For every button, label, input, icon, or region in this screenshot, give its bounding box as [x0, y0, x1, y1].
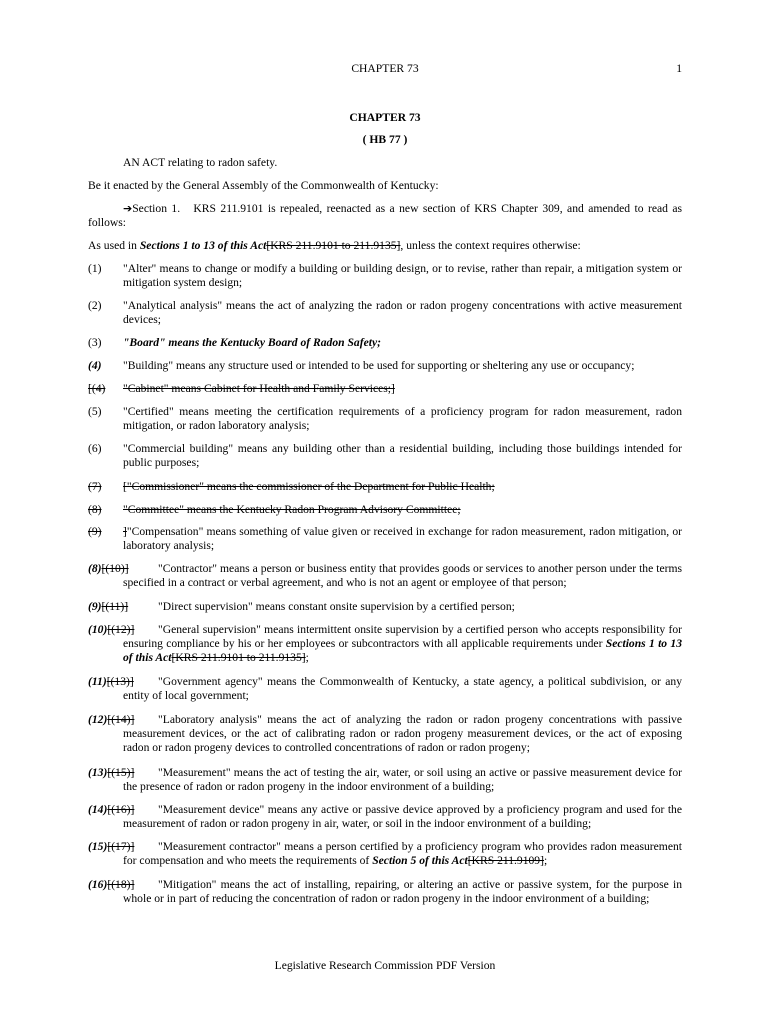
item-text: ["Commissioner" means the commissioner of the Department for Public Health;: [123, 480, 495, 493]
enacting-clause: Be it enacted by the General Assembly of the Commonwealth of Kentucky:: [88, 179, 439, 192]
old-number: [(16)]: [107, 803, 135, 816]
item-number: [88, 623, 134, 637]
new-number: (9): [88, 600, 102, 613]
item-text: "Alter" means to change or modify a building or building design, or to revise, rather than repair, a mitigation system or mitigation system design;: [123, 262, 682, 290]
item-number: [88, 600, 128, 614]
item-text: "Building" means any structure used or intended to be used for supporting or sheltering any use or occupancy;: [123, 359, 635, 372]
definition-compensation: [88, 525, 682, 553]
item-text: "Commercial building" means any building other than a residential building, including those buildings intended for public purposes;: [123, 442, 682, 470]
item-text: "Direct supervision" means constant onsite supervision by a certified person;: [158, 600, 515, 613]
running-header-chapter: CHAPTER 73: [351, 62, 419, 75]
item-number: [88, 675, 134, 689]
old-number: [(11)]: [101, 600, 129, 613]
deleted-text: [KRS 211.9109]: [467, 854, 544, 868]
intro-text: As used in: [88, 239, 140, 252]
item-number: [88, 840, 134, 854]
item-number: [88, 713, 134, 727]
item-number: (3): [88, 336, 102, 349]
definition-commercial-building: [88, 442, 682, 470]
act-title: AN ACT relating to radon safety.: [123, 156, 278, 169]
definition-building: [88, 359, 682, 373]
arrow-icon: ➔: [123, 202, 133, 215]
new-number: (11): [88, 675, 107, 688]
item-number: [88, 803, 134, 817]
deleted-bracket: ]: [123, 525, 127, 538]
item-number: (6): [88, 442, 102, 455]
item-text: "Analytical analysis" means the act of analyzing the radon or radon progeny concentrations with active measurement devices;: [123, 299, 682, 327]
old-number: [(15)]: [107, 766, 135, 779]
old-number: [(14)]: [107, 713, 135, 726]
item-text: "Measurement device" means any active or passive device approved by a proficiency program and used for the measurement of radon or radon progeny in air, water, or soil in the indoor environment of a building;: [123, 803, 682, 831]
item-number: (7): [88, 480, 102, 493]
inserted-text: Section 5 of this Act: [372, 854, 468, 868]
old-number: [(10)]: [101, 562, 129, 575]
new-number: (15): [88, 840, 108, 853]
definition-measurement: [88, 766, 682, 794]
new-number: (10): [88, 623, 108, 636]
definition-measurement-device: [88, 803, 682, 831]
definition-certified: [88, 405, 682, 433]
item-number: [88, 878, 134, 892]
old-number: [(17)]: [107, 840, 135, 853]
old-number: [(12)]: [107, 623, 135, 636]
new-number: (12): [88, 713, 108, 726]
new-number: (13): [88, 766, 108, 779]
new-number: (14): [88, 803, 108, 816]
definition-committee-deleted: [88, 503, 682, 517]
definition-measurement-contractor: [88, 840, 682, 868]
item-tail: ;: [543, 854, 548, 868]
item-text: [123, 525, 682, 553]
item-text: "Government agency" means the Commonwealth of Kentucky, a state agency, a political subdivision, or any entity of local government;: [123, 675, 682, 703]
item-body: "General supervision" means intermittent onsite supervision by a certified person who accepts responsibility for ensuring compliance by his or her employees or subcontractors with all applicable requirements under: [123, 623, 682, 651]
deleted-text: [KRS 211.9101 to 211.9135]: [171, 651, 306, 665]
page-number: 1: [676, 62, 682, 75]
item-number: (8): [88, 503, 102, 516]
item-number: [(4): [88, 382, 106, 395]
intro-deleted: [KRS 211.9101 to 211.9135]: [266, 239, 401, 252]
item-text: "Mitigation" means the act of installing, repairing, or altering an active or passive system, for the purpose in whole or in part of reducing the concentration of radon or radon progeny in the indoor environment of a building;: [123, 878, 682, 906]
chapter-title: CHAPTER 73: [349, 111, 421, 124]
definition-cabinet-deleted: [88, 382, 682, 396]
item-body: "Measurement contractor" means a person certified by a proficiency program who provides radon measurement for compensation and who meets the requirements of: [123, 840, 682, 868]
definition-general-supervision: [88, 623, 682, 666]
intro-tail: , unless the context requires otherwise:: [400, 239, 581, 252]
item-number: [88, 766, 134, 780]
item-number: (2): [88, 299, 102, 312]
item-text: "Contractor" means a person or business entity that provides goods or services to another person under the terms specified in a contract or verbal agreement, and who is not an agent or employee of that person;: [123, 562, 682, 590]
item-text: "Measurement" means the act of testing the air, water, or soil using an active or passive measurement device for the presence of radon or radon progeny in the indoor environment of a building;: [123, 766, 682, 794]
running-header: [88, 62, 682, 78]
definition-government-agency: [88, 675, 682, 703]
item-text: "Committee" means the Kentucky Radon Program Advisory Committee;: [123, 503, 461, 516]
definition-laboratory-analysis: [88, 713, 682, 756]
item-number: (9): [88, 525, 102, 538]
new-number: (16): [88, 878, 108, 891]
item-number: (4): [88, 359, 102, 372]
old-number: [(18)]: [107, 878, 135, 891]
definition-mitigation: [88, 878, 682, 906]
item-text: "Laboratory analysis" means the act of analyzing the radon or radon progeny concentrations with passive measurement devices, or the act of calibrating radon or radon progeny measurement devices, or the act of exposing radon or radon progeny devices to controlled concentrations of radon or radon progeny;: [123, 713, 682, 755]
section-1-label: Section 1.: [132, 202, 181, 215]
item-number: [88, 562, 129, 576]
definition-board: [88, 336, 682, 350]
item-number: (1): [88, 262, 102, 275]
section-1: [88, 202, 682, 230]
bill-number: ( HB 77 ): [362, 133, 408, 146]
item-text: "Cabinet" means Cabinet for Health and Family Services;]: [123, 382, 395, 395]
section-1-text: KRS 211.9101 is repealed, reenacted as a new section of KRS Chapter 309, and amended to read as follows:: [88, 202, 682, 230]
item-text: [123, 840, 682, 868]
new-number: (8): [88, 562, 102, 575]
item-body: "Compensation" means something of value given or received in exchange for radon measurement, radon mitigation, or laboratory analysis;: [123, 525, 682, 553]
item-text: [123, 623, 682, 666]
definition-alter: [88, 262, 682, 290]
definition-contractor: [88, 562, 682, 590]
item-tail: ;: [305, 651, 309, 665]
item-number: (5): [88, 405, 102, 418]
item-text: "Certified" means meeting the certification requirements of a proficiency program for radon measurement, radon mitigation, or radon laboratory analysis;: [123, 405, 682, 433]
definition-direct-supervision: [88, 600, 682, 614]
page-footer: Legislative Research Commission PDF Version: [274, 959, 496, 972]
old-number: [(13)]: [106, 675, 134, 688]
intro-inserted: Sections 1 to 13 of this Act: [139, 239, 267, 252]
inserted-text: Sections 1 to 13 of this Act: [123, 637, 682, 665]
item-text: "Board" means the Kentucky Board of Radon Safety;: [123, 336, 381, 349]
definitions-intro: [88, 239, 682, 253]
definition-commissioner-deleted: [88, 480, 682, 494]
definition-analytical-analysis: [88, 299, 682, 327]
